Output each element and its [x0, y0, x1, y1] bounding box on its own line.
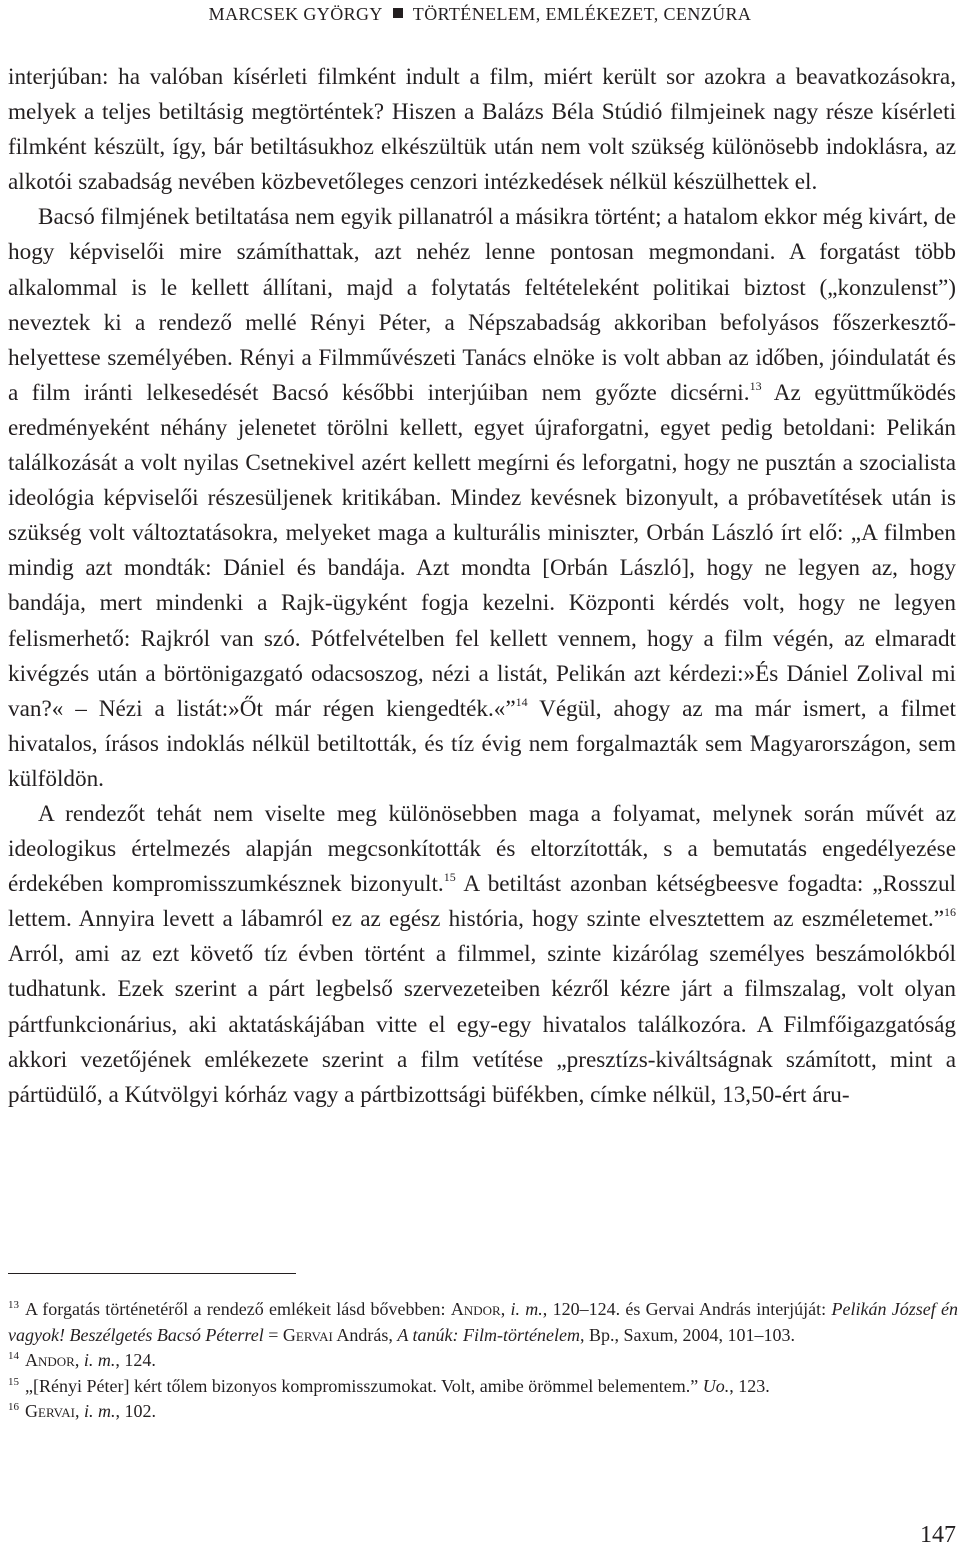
- footnote-author: Andor: [25, 1350, 75, 1371]
- header-separator-square: [393, 8, 403, 18]
- footnote-15: [8, 1374, 958, 1400]
- footnote-author: Gervai: [25, 1401, 75, 1422]
- footnotes: [8, 1297, 958, 1425]
- footnote-work-title: Pelikán József én vagyok! Beszélgetés Bacsó Péterrel: [8, 1299, 959, 1345]
- header-title: TÖRTÉNELEM, EMLÉKEZET, CENZÚRA: [412, 4, 752, 24]
- footnote-text: „[Rényi Péter] kért tőlem bizonyos kompromisszumokat. Volt, amibe örömmel belementem.”: [25, 1375, 703, 1396]
- footnote-text: , 123.: [729, 1375, 770, 1396]
- footnote-number: 15: [8, 1375, 19, 1388]
- footnote-divider: [8, 1273, 296, 1274]
- paragraph-3: [8, 797, 956, 1113]
- footnote-number: 13: [8, 1299, 19, 1311]
- footnote-ref-13[interactable]: 13: [749, 378, 762, 393]
- footnote-author: Gervai: [282, 1324, 333, 1345]
- footnote-ref-14[interactable]: 14: [515, 694, 528, 709]
- paragraph-2: [8, 200, 956, 797]
- footnote-text: , 102.: [115, 1401, 156, 1422]
- footnote-13: [8, 1297, 958, 1348]
- footnote-text: , Bp., Saxum, 2004, 101–103.: [580, 1324, 796, 1345]
- footnote-16: [8, 1399, 958, 1425]
- footnote-text: ,: [500, 1299, 511, 1319]
- footnote-14: [8, 1348, 958, 1374]
- paragraph-1: [8, 60, 956, 200]
- paragraph-1-text: interjúban: ha valóban kísérleti filmként indult a film, miért került sor azokra a beavatkozásokra, melyek a teljes betiltásig megtörténtek? Hiszen a Balázs Béla Stúdió filmjeinek nagy része kísérleti filmként készült, így, bár betiltásukhoz elkészültük után nem volt szükség különösebb indoklásra, az alkotói szabadság nevében közbevetőleges cenzori intézkedések nélkül készülhettek el.: [8, 64, 956, 196]
- paragraph-3-text-c: Arról, ami az ezt követő tíz évben történt a filmmel, szinte kizárólag személyes beszámolókból tudhatunk. Ezek szerint a párt legbelső szervezeteiben kézről kézre járt a filmszalag, volt olyan pártfunkcionárius, aki aktatáskájában vitte el egy-egy hivatalos találkozóra. A Filmfőigazgatóság akkori vezetőjének emlékezete szerint a film vetítése „presztízs-kiváltságnak számított, mint a pártüdülő, a Kútvölgyi kórház vagy a pártbizottsági büfékben, címke nélkül, 13,50-ért áru-: [8, 941, 956, 1108]
- footnote-text: A forgatás történetéről a rendező emlékeit lásd bővebben:: [25, 1299, 451, 1319]
- footnote-text: András,: [332, 1324, 398, 1345]
- running-header: [0, 4, 960, 25]
- paragraph-3-text-b: A betiltást azonban kétségbeesve fogadta: „Rosszul lettem. Annyira levett a lábamról ez az egész história, hogy szinte elvesztettem az eszméletemet.”: [8, 871, 956, 933]
- paragraph-3-text-a: A rendezőt tehát nem viselte meg különösebben maga a folyamat, melynek során művét az ideologikus értelmezés alapján megcsonkították és eltorzították, s a bemutatás engedélyezése érdekében kompromisszumkésznek bizonyult.: [8, 800, 956, 898]
- footnote-work-title: A tanúk: Film-történelem: [397, 1324, 581, 1345]
- paragraph-2-text-b: Az együttműködés eredményeként néhány jelenetet törölni kellett, egyet újraforgatni, egyet pedig betoldani: Pelikán találkozását a volt nyilas Csetnekivel azért kellett megírni és leforgatni, hogy ne pusztán a szocialista ideológia képviselői részesüljenek kritikában. Mindez kevésnek bizonyult, a próbavetítések után is szükség volt változtatásokra, melyeket maga a kulturális miniszter, Orbán László írt elő: „A filmben mindig azt mondták: Dániel és bandája. Azt mondta [Orbán László], hogy ne legyen az, hogy bandája, mert mindenki a Rajk-ügyként fogja kezelni. Központi kérdés volt, hogy ne legyen felismerhető: Rajkról van szó. Pótfelvételben fel kellett vennem, hogy a film végén, az elmaradt kivégzés után a börtönigazgató odacsoszog, nézi a listát, Pelikán azt kérdezi:»És Dániel Zolival mi van?« – Nézi a listát:»Őt már régen kiengedték.«”: [8, 379, 957, 722]
- main-text: [8, 60, 956, 1113]
- footnote-author: Andor: [450, 1299, 501, 1319]
- footnote-abbrev: i. m.: [510, 1299, 543, 1319]
- footnote-text: ,: [75, 1401, 84, 1422]
- footnote-ref-16[interactable]: 16: [944, 905, 956, 920]
- paragraph-2-text-a: Bacsó filmjének betiltatása nem egyik pillanatról a másikra történt; a hatalom ekkor még kivárt, de hogy képviselői mire számíthattak, azt nehéz lenne pontosan megmondani. A forgatást több alkalommal is le kellett állítani, majd a folytatás feltételeként politikai biztost („konzulenst”) neveztek ki a rendező mellé Rényi Péter, a Népszabadság akkoriban befolyásos főszerkesztő-helyettese személyében. Rényi a Filmművészeti Tanács elnöke is volt abban az időben, jóindulatát és a film iránti lelkesedését Bacsó későbbi interjúiban nem győzte dicsérni.: [8, 204, 956, 406]
- footnote-abbrev: i. m.: [84, 1401, 116, 1422]
- footnote-abbrev: i. m.: [83, 1350, 116, 1371]
- footnote-ref-15[interactable]: 15: [443, 870, 456, 885]
- paragraph-2-text-c: Végül, ahogy az ma már ismert, a filmet hivatalos, írásos indoklás nélkül betiltották, és tíz évig nem forgalmazták sem Magyarországon, sem külföldön.: [8, 695, 956, 792]
- page-number: 147: [920, 1522, 956, 1548]
- footnote-text: ,: [74, 1350, 84, 1371]
- footnote-text: =: [263, 1324, 283, 1345]
- footnote-number: 14: [8, 1350, 19, 1363]
- footnote-text: , 120–124. és Gervai András interjúját:: [542, 1299, 832, 1319]
- header-author: MARCSEK GYÖRGY: [208, 4, 383, 24]
- footnote-number: 16: [8, 1401, 19, 1414]
- footnote-text: , 124.: [115, 1350, 156, 1371]
- footnote-abbrev: Uo.: [702, 1375, 730, 1396]
